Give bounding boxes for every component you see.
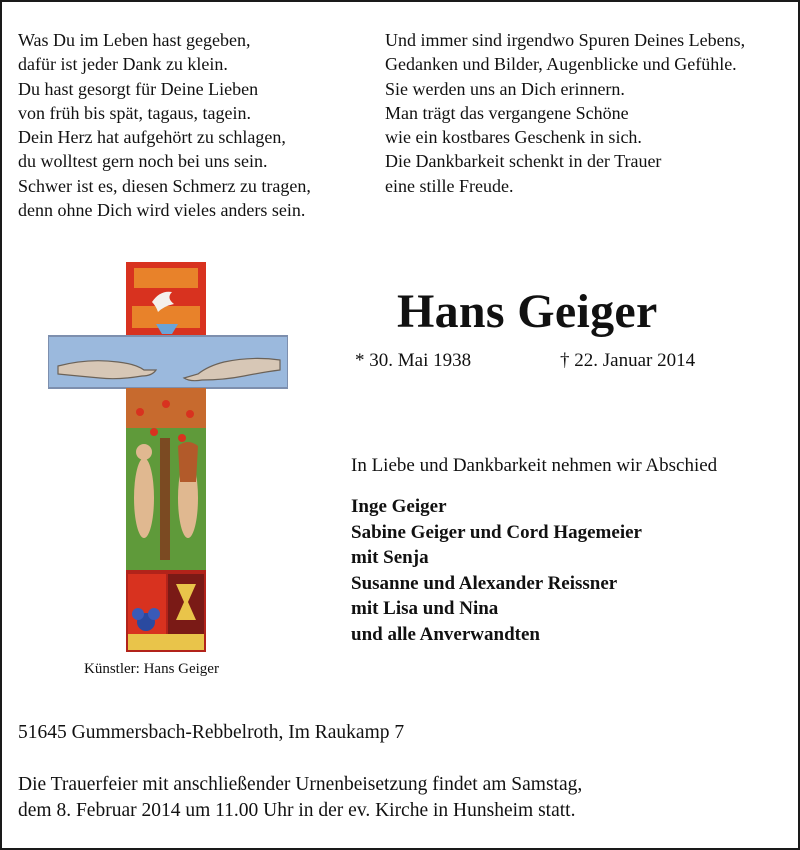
poem-left — [18, 28, 311, 222]
adam-figure — [134, 458, 154, 538]
poem-line: denn ohne Dich wird vieles anders sein. — [18, 200, 306, 221]
poem-right — [385, 28, 745, 198]
poem-line: dafür ist jeder Dank zu klein. — [18, 54, 228, 75]
deceased-name: Hans Geiger — [397, 285, 658, 338]
farewell-line: In Liebe und Dankbarkeit nehmen wir Abschied — [351, 455, 718, 476]
death-date: † 22. Januar 2014 — [560, 350, 696, 371]
mourner-line: mit Senja — [351, 547, 429, 568]
poem-line: Sie werden uns an Dich erinnern. — [385, 78, 625, 99]
mourners-list — [351, 494, 642, 647]
birth-date: * 30. Mai 1938 — [355, 350, 472, 371]
poem-line: Gedanken und Bilder, Augenblicke und Gefühle. — [385, 54, 737, 75]
service-announcement — [18, 772, 582, 823]
service-line: Die Trauerfeier mit anschließender Urnenbeisetzung findet am Samstag, — [18, 774, 583, 795]
artwork-caption: Künstler: Hans Geiger — [84, 661, 219, 677]
poem-line: eine stille Freude. — [385, 175, 514, 196]
poem-line: Und immer sind irgendwo Spuren Deines Lebens, — [385, 30, 746, 50]
cross-artwork — [48, 262, 288, 652]
mourner-line: und alle Anverwandten — [351, 623, 540, 645]
poem-line: Du hast gesorgt für Deine Lieben — [18, 78, 259, 99]
mourner-line: Susanne und Alexander Reissner — [351, 572, 618, 594]
poem-line: Dein Herz hat aufgehört zu schlagen, — [18, 127, 286, 148]
poem-line: Die Dankbarkeit schenkt in der Trauer — [385, 151, 662, 172]
mourner-line: mit Lisa und Nina — [351, 598, 499, 619]
poem-line: Man trägt das vergangene Schöne — [385, 102, 629, 123]
mourner-line: Sabine Geiger und Cord Hagemeier — [351, 521, 642, 543]
poem-line: von früh bis spät, tagaus, tagein. — [18, 102, 251, 123]
service-line: dem 8. Februar 2014 um 11.00 Uhr in der ev. Kirche in Hunsheim statt. — [18, 799, 576, 821]
poem-line: du wolltest gern noch bei uns sein. — [18, 151, 268, 172]
family-address: 51645 Gummersbach-Rebbelroth, Im Raukamp 7 — [18, 722, 405, 743]
mourner-line: Inge Geiger — [351, 496, 447, 517]
poem-line: Was Du im Leben hast gegeben, — [18, 30, 251, 50]
poem-line: wie ein kostbares Geschenk in sich. — [385, 127, 642, 148]
poem-line: Schwer ist es, diesen Schmerz zu tragen, — [18, 175, 311, 196]
